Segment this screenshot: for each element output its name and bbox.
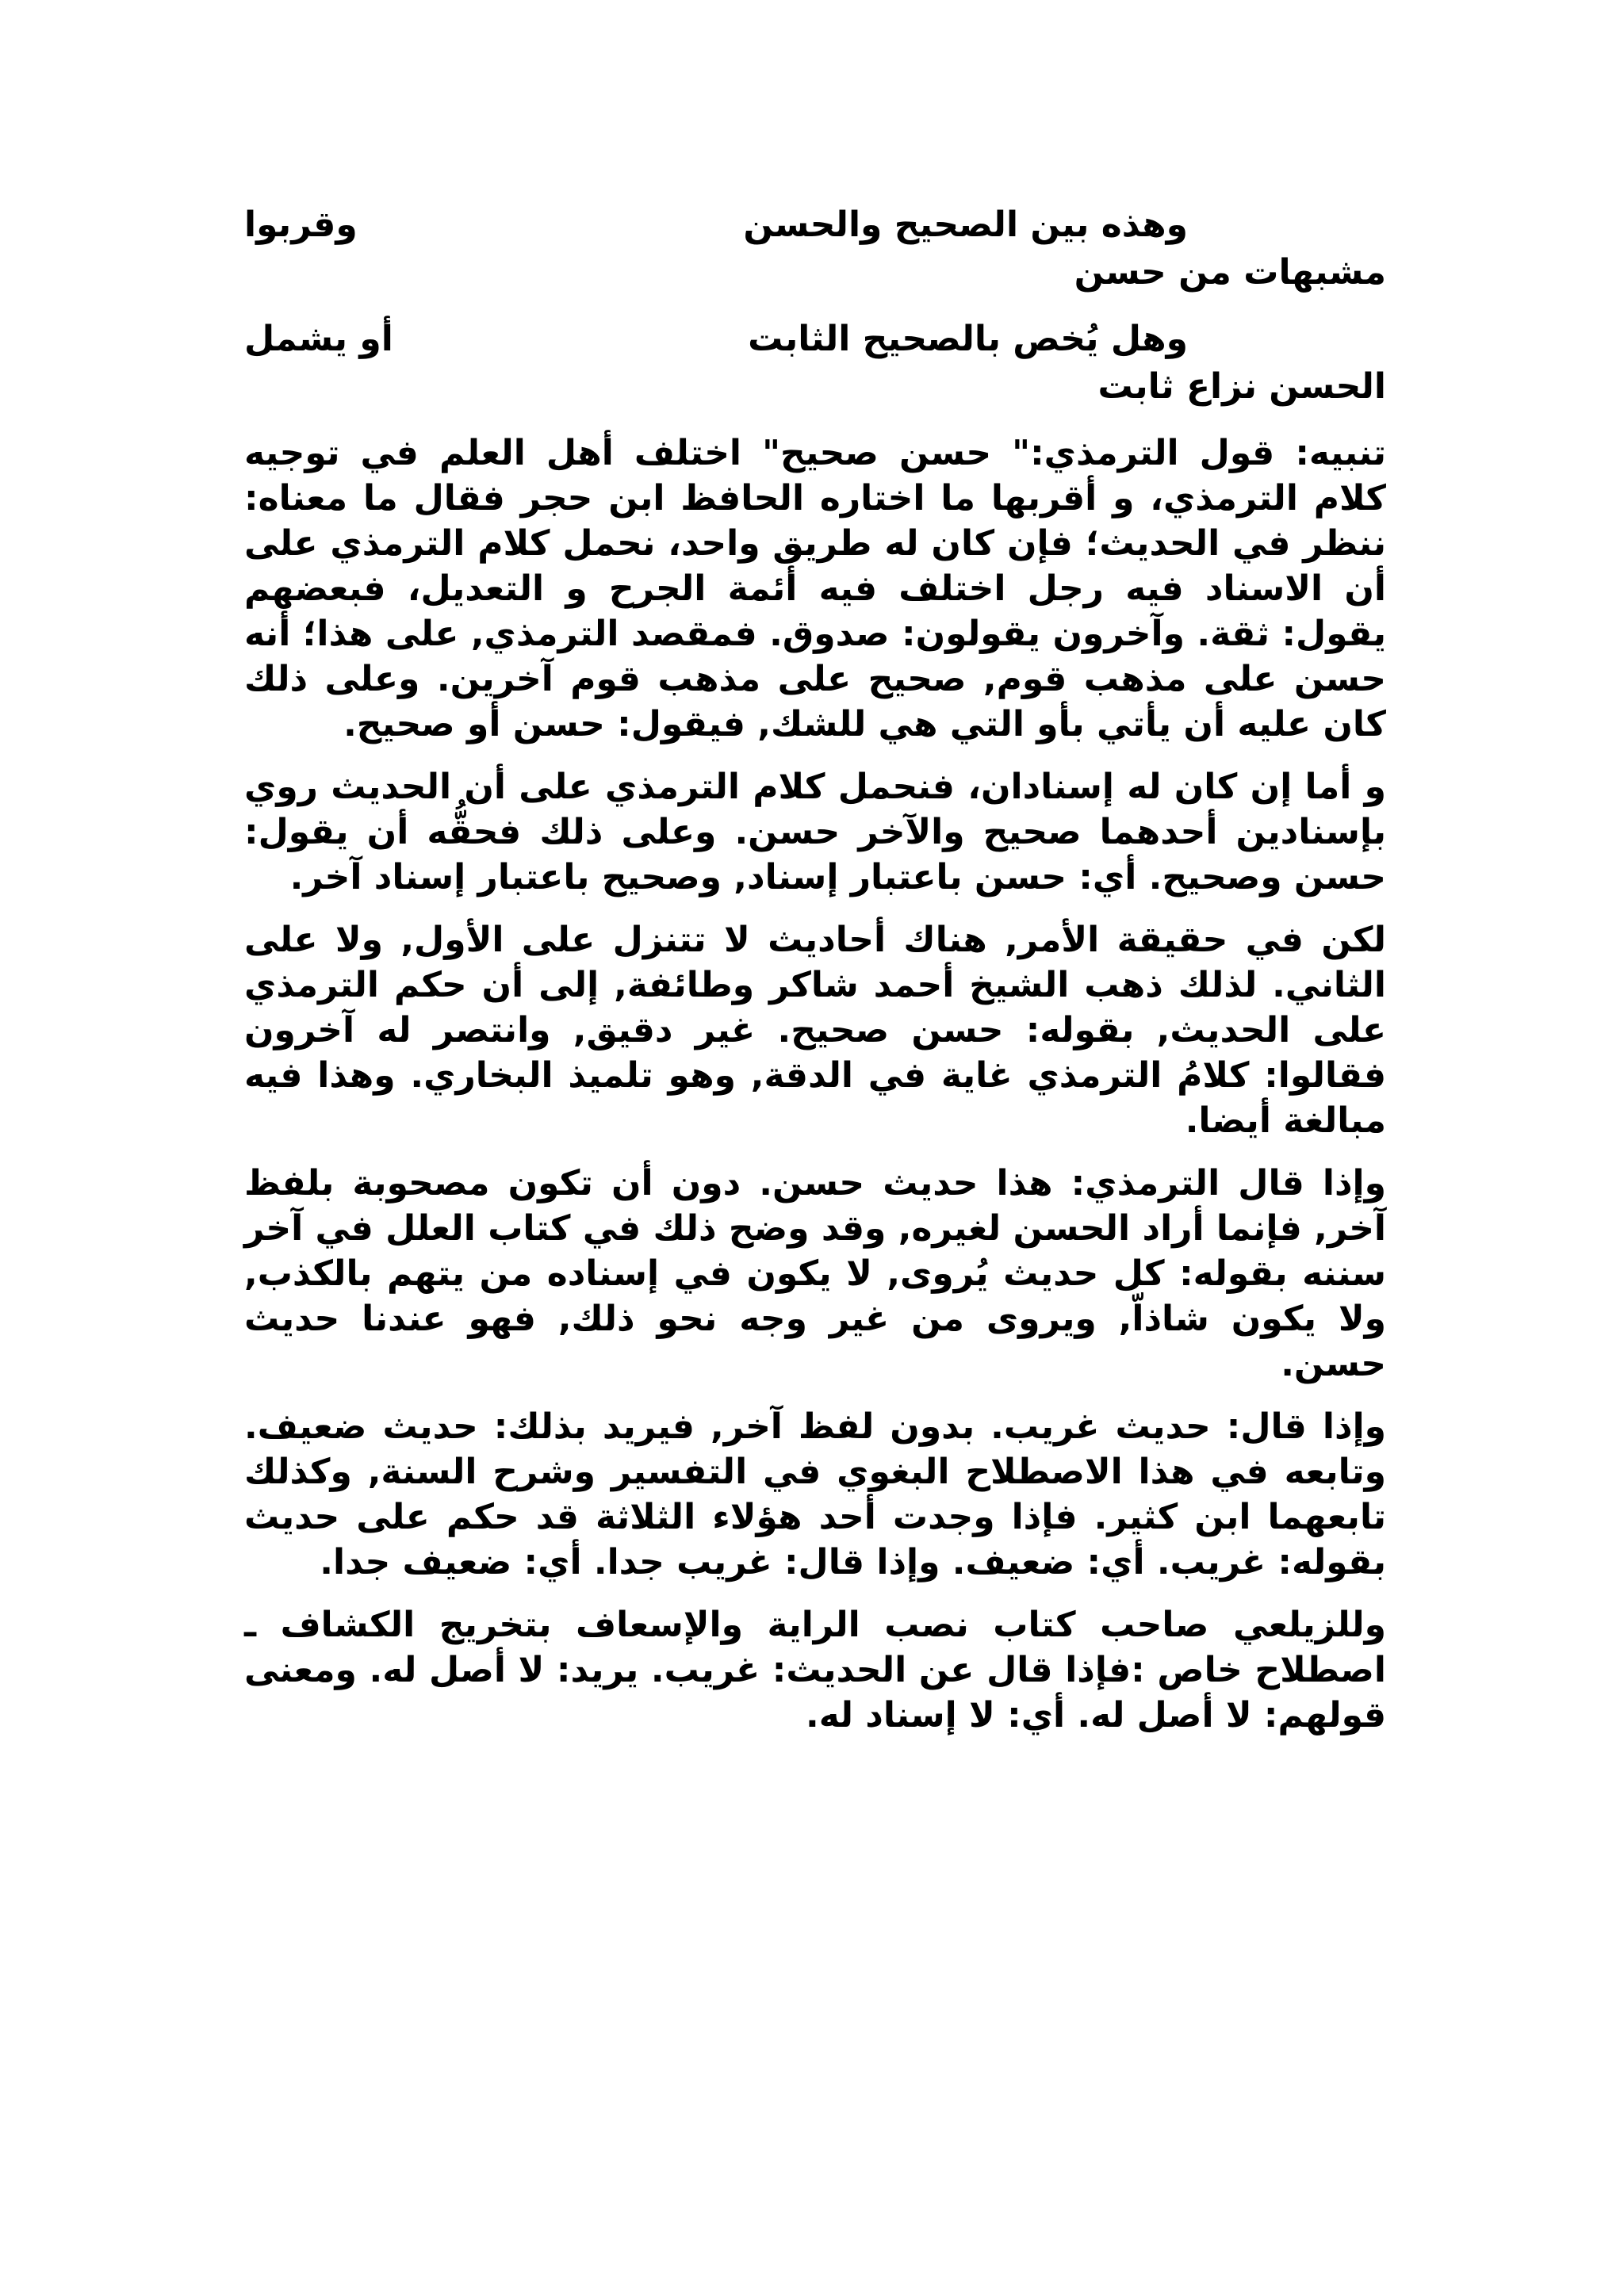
paragraph-tanbih: تنبيه: قول الترمذي:" حسن صحيح" اختلف أهل العلم في توجيه كلام الترمذي، و أقربها ما اختاره الحافظ ابن حجر فقال ما معناه: ننظر في الحديث؛ فإن كان له طريق واحد، نحمل كلام الترمذي على أن الاسناد فيه رجل اختلف فيه أئمة الجرح و التعديل، فبعضهم يقول: ثقة. وآخرون يقولون: صدوق. فمقصد الترمذي, على هذا؛ أنه حسن على مذهب قوم, صحيح على مذهب قوم آخرين. وعلى ذلك كان عليه أن يأتي بأو التي هي للشك, فيقول: حسن أو صحيح. (244, 433, 1386, 744)
paragraph-hasan-hadith: وإذا قال الترمذي: هذا حديث حسن. دون أن تكون مصحوبة بلفظ آخر, فإنما أراد الحسن لغيره, وقد وضح ذلك في كتاب العلل في آخر سننه بقوله: كل حديث يُروى, لا يكون في إسناده من يتهم بالكذب, ولا يكون شاذاّ, ويروى من غير وجه نحو ذلك, فهو عندنا حديث حسن. (244, 1163, 1386, 1384)
verse-continuation: الحسن نزاع ثابت (1097, 366, 1386, 407)
verse-hemistich-first: وهل يُخص بالصحيح الثابت (748, 319, 1188, 359)
paragraph-two-chains: و أما إن كان له إسنادان، فنحمل كلام الترمذي على أن الحديث روي بإسنادين أحدهما صحيح والآخر حسن. وعلى ذلك فحقُّه أن يقول: حسن وصحيح. أي: حسن باعتبار إسناد, وصحيح باعتبار إسناد آخر. (244, 767, 1386, 897)
paragraph-reality: لكن في حقيقة الأمر, هناك أحاديث لا تتنزل على الأول, ولا على الثاني. لذلك ذهب الشيخ أحمد شاكر وطائفة, إلى أن حكم الترمذي على الحديث, بقوله: حسن صحيح. غير دقيق, وانتصر له آخرون فقالوا: كلامُ الترمذي غاية في الدقة, وهو تلميذ البخاري. وهذا فيه مبالغة أيضا. (244, 920, 1386, 1141)
paragraph-zaylai: وللزيلعي صاحب كتاب نصب الراية والإسعاف بتخريج الكشاف ـ اصطلاح خاص :فإذا قال عن الحديث: غريب. يريد: لا أصل له. ومعنى قولهم: لا أصل له. أي: لا إسناد له. (244, 1605, 1386, 1735)
verse-hemistich-second: وقربوا (244, 205, 358, 245)
verse-1 (244, 202, 1386, 297)
verse-line (244, 202, 1386, 250)
verse-line (244, 316, 1386, 364)
verse-continuation: مشبهات من حسن (1074, 252, 1386, 293)
paragraph-gharib-hadith: وإذا قال: حديث غريب. بدون لفظ آخر, فيريد بذلك: حديث ضعيف. وتابعه في هذا الاصطلاح البغوي في التفسير وشرح السنة, وكذلك تابعهما ابن كثير. فإذا وجدت أحد هؤلاء الثلاثة قد حكم على حديث بقوله: غريب. أي: ضعيف. وإذا قال: غريب جدا. أي: ضعيف جدا. (244, 1406, 1386, 1582)
document-body (244, 202, 1386, 1755)
verse-hemistich-first: وهذه بين الصحيح والحسن (743, 205, 1188, 245)
verse-hemistich-second: أو يشمل (244, 319, 393, 359)
verse-2 (244, 316, 1386, 411)
